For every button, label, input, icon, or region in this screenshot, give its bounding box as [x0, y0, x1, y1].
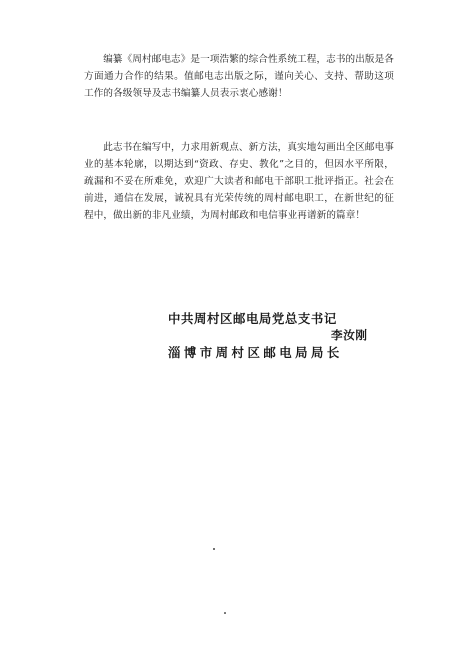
scan-speck: [213, 548, 215, 550]
signature-party-secretary-title: 中共周村区邮电局党总支书记: [168, 311, 337, 326]
paragraph-compilation-note: 此志书在编写中，力求用新观点、新方法，真实地勾画出全区邮电事业的基本轮廓，以期达到“资政、存史、教化”之目的，但因水平所限，疏漏和不妥在所难免，欢迎广大读者和邮电干部职工批评指正。社会在前进，通信在发展，诚祝具有光荣传统的周村邮电职工，在新世纪的征程中，做出新的非凡业绩，为周村邮政和电信事业再谱新的篇章！: [84, 142, 394, 221]
signature-bureau-director-title: 淄博市周村区邮电局局长: [168, 345, 343, 360]
paragraph-acknowledgement: 编纂《周村邮电志》是一项浩繁的综合性系统工程，志书的出版是各方面通力合作的结果。值邮电志出版之际，谨向关心、支持、帮助这项工作的各级领导及志书编纂人员表示衷心感谢！: [84, 54, 394, 99]
signature-name: 李汝刚: [331, 328, 368, 342]
scan-speck: [224, 612, 226, 614]
